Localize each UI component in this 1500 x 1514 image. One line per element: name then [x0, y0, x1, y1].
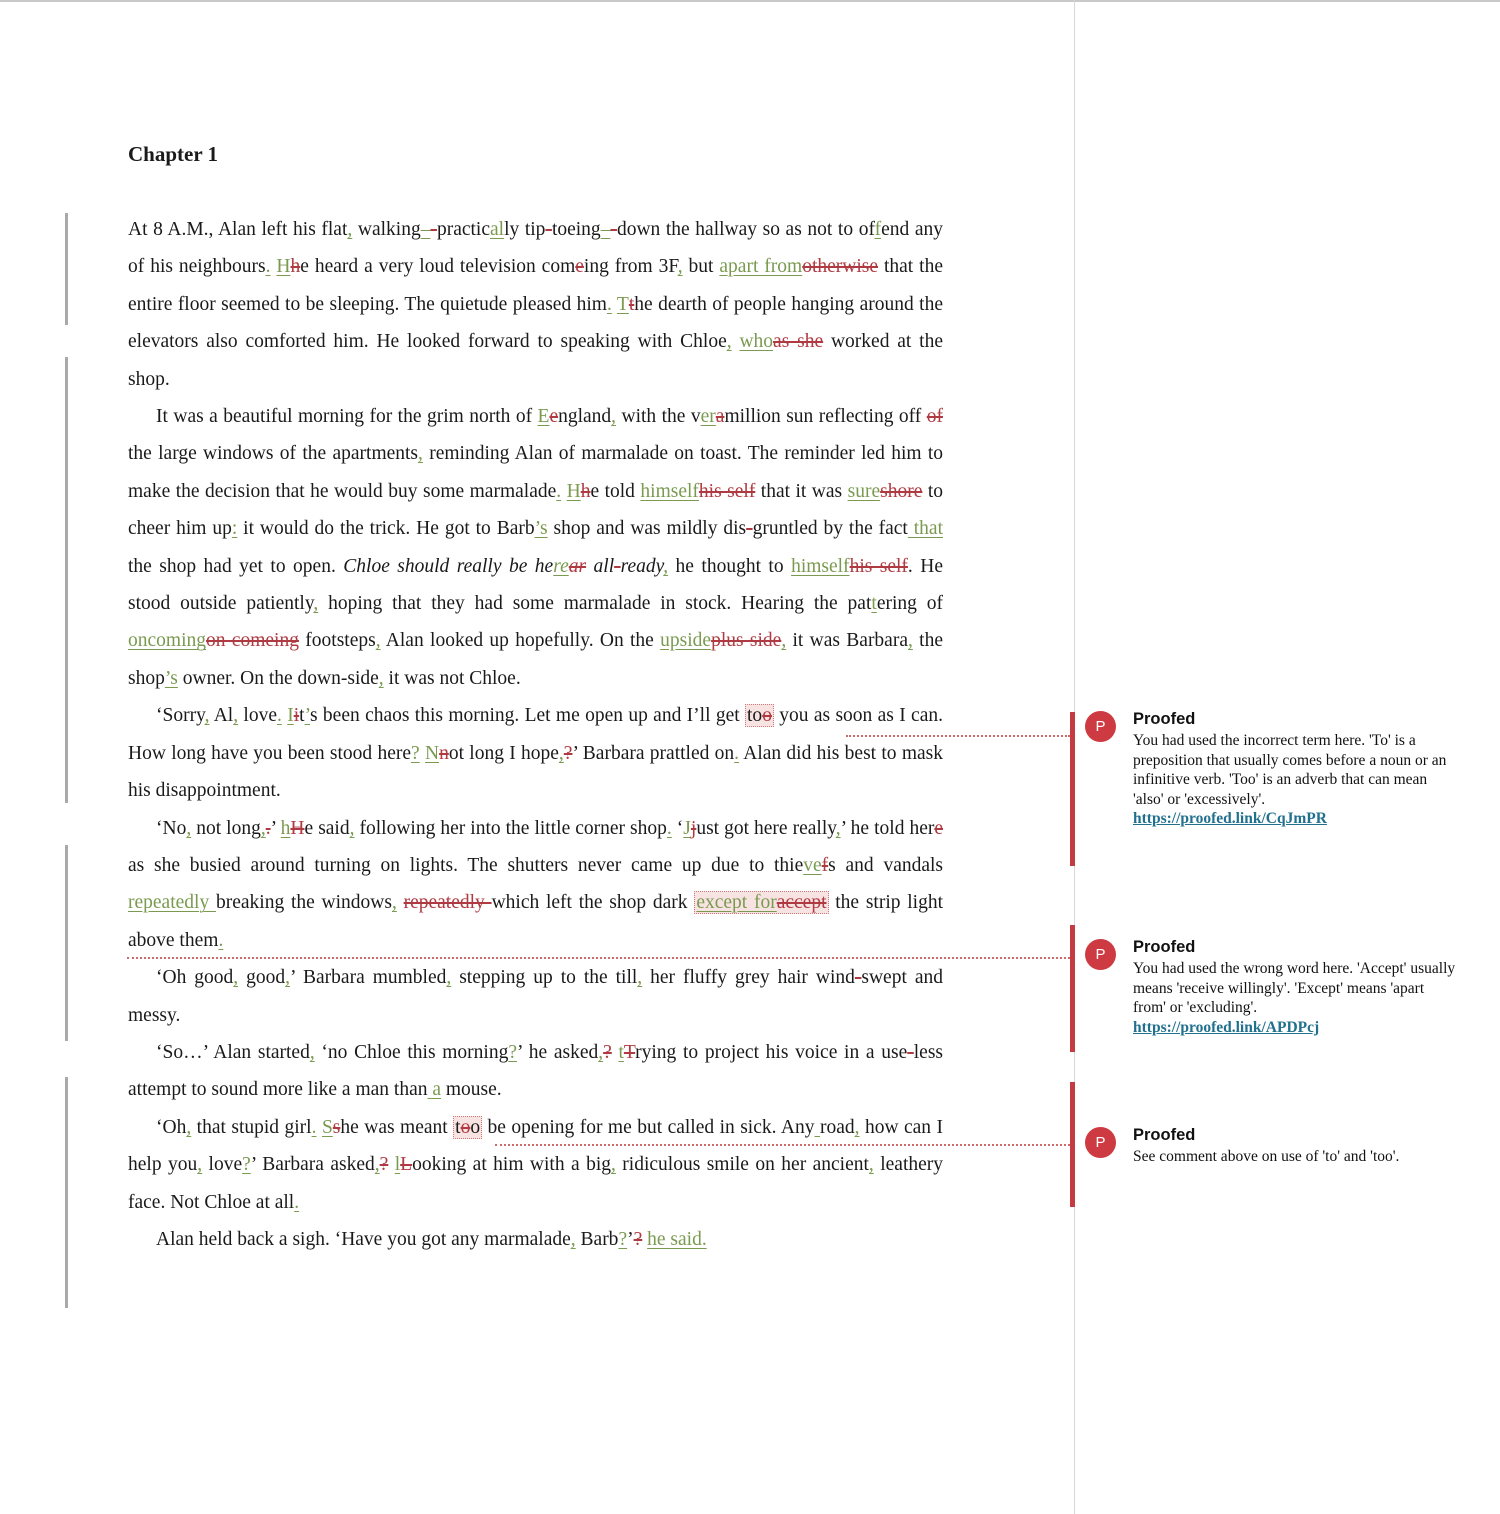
inserted-text: ,	[835, 817, 841, 839]
deleted-text: o	[762, 705, 772, 727]
deleted-text: L	[400, 1154, 413, 1176]
text-run: . He stood outside patiently	[128, 555, 943, 615]
window-top-edge	[0, 0, 1500, 2]
text-run: ot long I hope	[448, 742, 559, 764]
inserted-text: ?	[618, 1228, 628, 1250]
inserted-text: .	[294, 1191, 300, 1213]
deleted-text: a	[715, 406, 725, 428]
text-run: that it was	[755, 480, 848, 502]
inserted-text: ,	[908, 630, 913, 652]
deleted-text: -	[746, 518, 753, 540]
inserted-text: H	[276, 256, 291, 278]
paragraph	[128, 1109, 943, 1221]
inserted-text: ?	[508, 1041, 517, 1063]
inserted-text: ,	[309, 1041, 315, 1063]
document-page	[128, 143, 943, 1258]
deleted-text: ?	[603, 1041, 612, 1063]
text-run: with the v	[616, 406, 701, 428]
commenter-avatar[interactable]: P	[1085, 939, 1116, 970]
inserted-text: apart from	[719, 256, 803, 278]
text-run: to cheer him up	[128, 480, 944, 540]
text-run: Alan did his best to mask his disappointment.	[128, 742, 944, 802]
text-run: ooking at him with a big	[412, 1154, 611, 1176]
change-bar	[65, 357, 68, 803]
inserted-text: ,	[285, 967, 291, 989]
inserted-text: .	[666, 817, 672, 839]
text-run: shop and was mildly dis	[547, 518, 747, 540]
deleted-text: of	[926, 406, 943, 428]
text-run: ‘	[671, 817, 684, 839]
inserted-text: ,	[726, 331, 732, 353]
inserted-text: re	[553, 555, 569, 577]
text-run: he thought to	[668, 555, 792, 577]
text-run: ’ he asked	[516, 1041, 599, 1063]
deleted-text: as she	[773, 331, 824, 353]
deleted-text: -	[545, 219, 552, 240]
deleted-text: T	[623, 1041, 636, 1063]
inserted-text: er	[700, 406, 716, 428]
text-run: down the hallway so as not to of	[616, 219, 875, 240]
inserted-text: he said.	[647, 1228, 707, 1250]
text-run: Alan looked up hopefully. On the	[380, 630, 661, 652]
text-run: Barb	[575, 1228, 619, 1250]
text-run: e said	[304, 817, 350, 839]
deleted-text: f	[821, 854, 829, 876]
text-run: the large windows of the apartments	[128, 443, 419, 465]
inserted-text: ?	[411, 742, 420, 764]
comment-text: You had used the wrong word here. 'Accept' usually means 'receive willingly'. 'Except' means 'apart from' or 'excluding'.	[1133, 960, 1456, 1016]
inserted-text: .	[265, 256, 271, 278]
text-run: ’ Barbara mumbled	[290, 967, 447, 989]
comment-range-bar	[1070, 1082, 1075, 1207]
text-run: leathery face. Not Chloe at all	[128, 1154, 944, 1213]
deleted-text: -	[430, 219, 437, 240]
text-run: not long	[191, 817, 261, 839]
text-run: as she busied around turning on lights. The shutters never came up due to thie	[128, 854, 804, 876]
inserted-text: H	[566, 480, 581, 502]
text-run: he was meant	[340, 1116, 454, 1138]
inserted-text: except for	[696, 892, 777, 914]
comment-card[interactable]	[1085, 708, 1457, 828]
text-run: less attempt to sound more like a man than	[128, 1041, 944, 1101]
change-bar	[65, 213, 68, 325]
inserted-text: h	[280, 817, 291, 839]
text-run: o	[470, 1116, 481, 1138]
text-run: ly tip	[504, 219, 546, 240]
text-run: which left the shop dark	[491, 892, 695, 914]
text-run: it was not Chloe.	[383, 667, 521, 689]
deleted-text: -	[610, 219, 617, 240]
deleted-text: s	[332, 1116, 341, 1138]
deleted-text: on comeing	[206, 630, 299, 652]
text-run: you as soon as I can. How long have you been stood here	[128, 705, 943, 764]
comment-author: Proofed	[1133, 1126, 1196, 1144]
deleted-text: ?	[633, 1228, 643, 1250]
text-run: love	[238, 705, 277, 727]
deleted-text: i	[293, 705, 300, 727]
inserted-text: ,	[558, 742, 564, 764]
text-run: gruntled by the fact	[752, 518, 908, 540]
text-run: worked at the shop.	[128, 331, 943, 390]
inserted-text: ,	[611, 406, 617, 428]
inserted-text: ,	[260, 817, 266, 839]
text-run: ready	[620, 555, 664, 577]
inserted-text: .	[734, 742, 740, 764]
paragraph	[128, 810, 943, 960]
text-run: It was a beautiful morning for the grim north of	[156, 406, 538, 428]
inserted-text: sure	[847, 480, 881, 502]
deleted-text: his self	[698, 480, 756, 502]
text-run: ’ he told her	[840, 817, 935, 839]
change-bar	[65, 845, 68, 1041]
deleted-text: o	[460, 1116, 471, 1138]
text-run: Chloe should really be he	[343, 555, 554, 577]
inserted-text: .	[218, 929, 224, 951]
text-run: ’ Barbara prattled on	[572, 742, 735, 764]
comment-card[interactable]	[1085, 936, 1457, 1037]
inserted-text: ,	[677, 256, 683, 278]
inserted-text: ,	[233, 705, 239, 727]
text-run: following her into the little corner shop	[354, 817, 667, 839]
deleted-text: ?	[379, 1154, 389, 1176]
inserted-text: ,	[611, 1154, 616, 1176]
inserted-text: ,	[854, 1116, 860, 1138]
inserted-text: ?	[242, 1154, 251, 1176]
inserted-text: a	[427, 1079, 442, 1101]
text-run: good	[238, 967, 286, 989]
deleted-text: .	[265, 817, 271, 839]
inserted-text: ,	[446, 967, 452, 989]
inserted-text: upside	[660, 630, 712, 652]
comment-anchor-highlight[interactable]	[745, 704, 774, 727]
text-run: but	[682, 256, 720, 278]
comment-card[interactable]	[1085, 1124, 1457, 1167]
inserted-text: .	[311, 1116, 317, 1138]
text-run: that the entire floor seemed to be sleeping. The quietude pleased him	[128, 256, 943, 315]
inserted-text: repeatedly	[128, 892, 216, 914]
text-run: ‘no Chloe this morning	[314, 1041, 509, 1063]
text-run: swept and messy.	[128, 967, 944, 1026]
text-run: rying to project his voice in a use	[635, 1041, 908, 1063]
deleted-text: repeatedly	[403, 892, 492, 914]
change-bar	[65, 1077, 68, 1308]
text-run: ridiculous smile on her ancient	[615, 1154, 869, 1176]
inserted-text: –	[600, 219, 611, 240]
text-run: the shop	[128, 630, 944, 689]
text-run: Alan held back a sigh. ‘Have you got any marmalade	[156, 1228, 571, 1250]
text-run: her fluffy grey hair wind	[642, 967, 855, 989]
text-run: toeing	[551, 219, 601, 240]
text-run: mouse.	[441, 1079, 502, 1101]
text-run: e heard a very loud television com	[300, 256, 576, 278]
text-run: ‘So…’ Alan started	[156, 1041, 310, 1063]
inserted-text: ,	[204, 705, 210, 727]
paragraph	[128, 1034, 943, 1109]
text-run: million sun reflecting off	[724, 406, 927, 428]
inserted-text: ’s	[164, 667, 178, 689]
text-run: reminding Alan of marmalade on toast. The reminder led him to make the decision that he would buy some marmalade	[128, 443, 944, 502]
paragraph	[128, 959, 943, 1034]
text-run: Al	[209, 705, 234, 727]
document-body	[128, 211, 943, 1258]
deleted-text: h	[290, 256, 301, 278]
text-run: ‘No	[156, 817, 187, 839]
text-run: practic	[436, 219, 490, 240]
text-run: ering of	[876, 593, 943, 615]
comment-range-bar	[1070, 712, 1075, 866]
inserted-text: ,	[391, 892, 397, 914]
comment-link[interactable]: https://proofed.link/APDPcj	[1133, 1018, 1320, 1036]
text-run: ngland	[558, 406, 612, 428]
text-run: t	[299, 705, 305, 727]
text-run: At 8 A.M., Alan left his flat	[128, 219, 348, 240]
text-run: ’ Barbara asked	[250, 1154, 375, 1176]
inserted-text: .	[277, 705, 282, 727]
inserted-text: al	[490, 219, 505, 240]
inserted-text: ,	[186, 817, 192, 839]
deleted-text: e	[549, 406, 559, 428]
text-run: s been chaos this morning. Let me open up and I’ll get	[309, 705, 746, 727]
text-run: s and vandals	[828, 854, 944, 876]
text-run: to	[747, 705, 763, 727]
text-run: hoping that they had some marmalade in stock. Hearing the pat	[318, 593, 872, 615]
text-run: footsteps	[298, 630, 376, 652]
text-run: it would do the trick. He got to Barb	[237, 518, 535, 540]
deleted-text: n	[439, 742, 449, 764]
inserted-text: I	[287, 705, 294, 727]
inserted-text: .	[606, 293, 612, 315]
inserted-text: l	[394, 1154, 401, 1176]
inserted-text: that	[907, 518, 943, 540]
comment-link[interactable]: https://proofed.link/CqJmPR	[1133, 810, 1327, 827]
text-run: ‘Oh good	[156, 967, 234, 989]
inserted-text: ,	[781, 630, 787, 652]
text-run: t	[455, 1116, 461, 1138]
comment-author: Proofed	[1133, 710, 1196, 728]
text-run: stepping up to the till	[451, 967, 638, 989]
paragraph	[128, 211, 943, 398]
deleted-text: accept	[776, 892, 827, 914]
text-run: it was Barbara	[786, 630, 908, 652]
inserted-text: E	[537, 406, 550, 428]
inserted-text: ,	[570, 1228, 576, 1250]
text-run: he dearth of people hanging around the elevators also comforted him. He looked forward to speaking with Chloe	[128, 293, 943, 353]
deleted-text: otherwise	[802, 256, 879, 278]
inserted-text: :	[231, 518, 238, 540]
comment-text: You had used the incorrect term here. 'To' is a preposition that usually comes before a noun or an infinitive verb. 'Too' is an adverb that can mean 'also' or 'excessively'.	[1133, 732, 1447, 808]
text-run: ’	[627, 1228, 634, 1250]
inserted-text: N	[424, 742, 440, 764]
comment-text: See comment above on use of 'to' and 'too'.	[1133, 1148, 1400, 1165]
inserted-text: ,	[375, 630, 381, 652]
text-run: all	[586, 555, 615, 577]
inserted-text: ,	[374, 1154, 380, 1176]
comment-range-bar	[1070, 925, 1075, 1052]
inserted-text: T	[616, 293, 629, 315]
inserted-text: himself	[791, 555, 850, 577]
chapter-heading: Chapter 1	[128, 142, 219, 166]
inserted-text: ,	[197, 1154, 203, 1176]
comment-author: Proofed	[1133, 938, 1196, 956]
deleted-text: H	[290, 817, 305, 839]
deleted-text: j	[690, 817, 697, 839]
text-run: the strip light above them	[128, 892, 944, 951]
text-run: e told	[590, 480, 641, 502]
deleted-text: ar	[568, 555, 587, 577]
inserted-text: ’	[304, 705, 310, 727]
text-run: ’	[270, 817, 281, 839]
inserted-text: ,	[347, 219, 353, 240]
deleted-text: his self	[849, 555, 908, 577]
commenter-avatar[interactable]: P	[1085, 711, 1116, 742]
inserted-text: ,	[313, 593, 319, 615]
inserted-text: .	[556, 480, 562, 502]
inserted-text: who	[739, 331, 774, 353]
deleted-text: shore	[880, 480, 923, 502]
deleted-text: e	[934, 817, 944, 839]
commenter-avatar[interactable]: P	[1085, 1127, 1116, 1158]
text-run: love	[202, 1154, 243, 1176]
inserted-text: f	[874, 219, 882, 240]
paragraph	[128, 398, 943, 697]
text-run: be opening for me but called in sick. Any	[482, 1116, 815, 1138]
inserted-text: ,	[349, 817, 355, 839]
deleted-text: ?	[563, 742, 573, 764]
deleted-text: e	[575, 256, 584, 278]
deleted-text: plus side	[711, 630, 782, 652]
inserted-text: –	[420, 219, 431, 240]
text-run: end any of his neighbours	[128, 219, 944, 278]
inserted-text: ,	[186, 1116, 192, 1138]
inserted-text: ,	[598, 1041, 604, 1063]
inserted-text: ,	[233, 967, 239, 989]
text-run: ‘Sorry	[156, 705, 205, 727]
paragraph	[128, 1221, 943, 1258]
deleted-text: h	[580, 480, 591, 502]
text-run: breaking the windows	[215, 892, 392, 914]
text-run: the shop had yet to open.	[128, 555, 344, 577]
deleted-text: t	[628, 293, 635, 315]
text-run: that stupid girl	[191, 1116, 312, 1138]
text-run: walking	[352, 219, 421, 240]
text-run: ‘Oh	[156, 1116, 187, 1138]
inserted-text: t	[618, 1041, 624, 1063]
inserted-text: oncoming	[128, 630, 206, 652]
comment-anchor-highlight[interactable]	[694, 891, 828, 914]
deleted-text: -	[854, 967, 862, 989]
paragraph	[128, 697, 943, 809]
inserted-text: ,	[868, 1154, 874, 1176]
inserted-text: ,	[663, 555, 669, 577]
inserted-text: ,	[637, 967, 643, 989]
deleted-text: -	[614, 555, 621, 577]
text-run: ing from 3F	[583, 256, 678, 278]
inserted-text: himself	[640, 480, 699, 502]
deleted-text: -	[907, 1041, 914, 1063]
text-run: owner. On the down-side	[177, 667, 379, 689]
inserted-text: ve	[803, 854, 822, 876]
inserted-text: t	[871, 593, 877, 615]
inserted-text: ’s	[534, 518, 548, 540]
inserted-text: J	[683, 817, 691, 839]
inserted-text: S	[321, 1116, 333, 1138]
text-run: how can I help you	[128, 1116, 944, 1176]
text-run: ust got here really	[696, 817, 836, 839]
inserted-text: ,	[418, 443, 423, 465]
comment-anchor-highlight[interactable]	[453, 1116, 482, 1139]
text-run: road	[819, 1116, 855, 1138]
inserted-text: ,	[378, 667, 384, 689]
text-run	[397, 892, 404, 913]
